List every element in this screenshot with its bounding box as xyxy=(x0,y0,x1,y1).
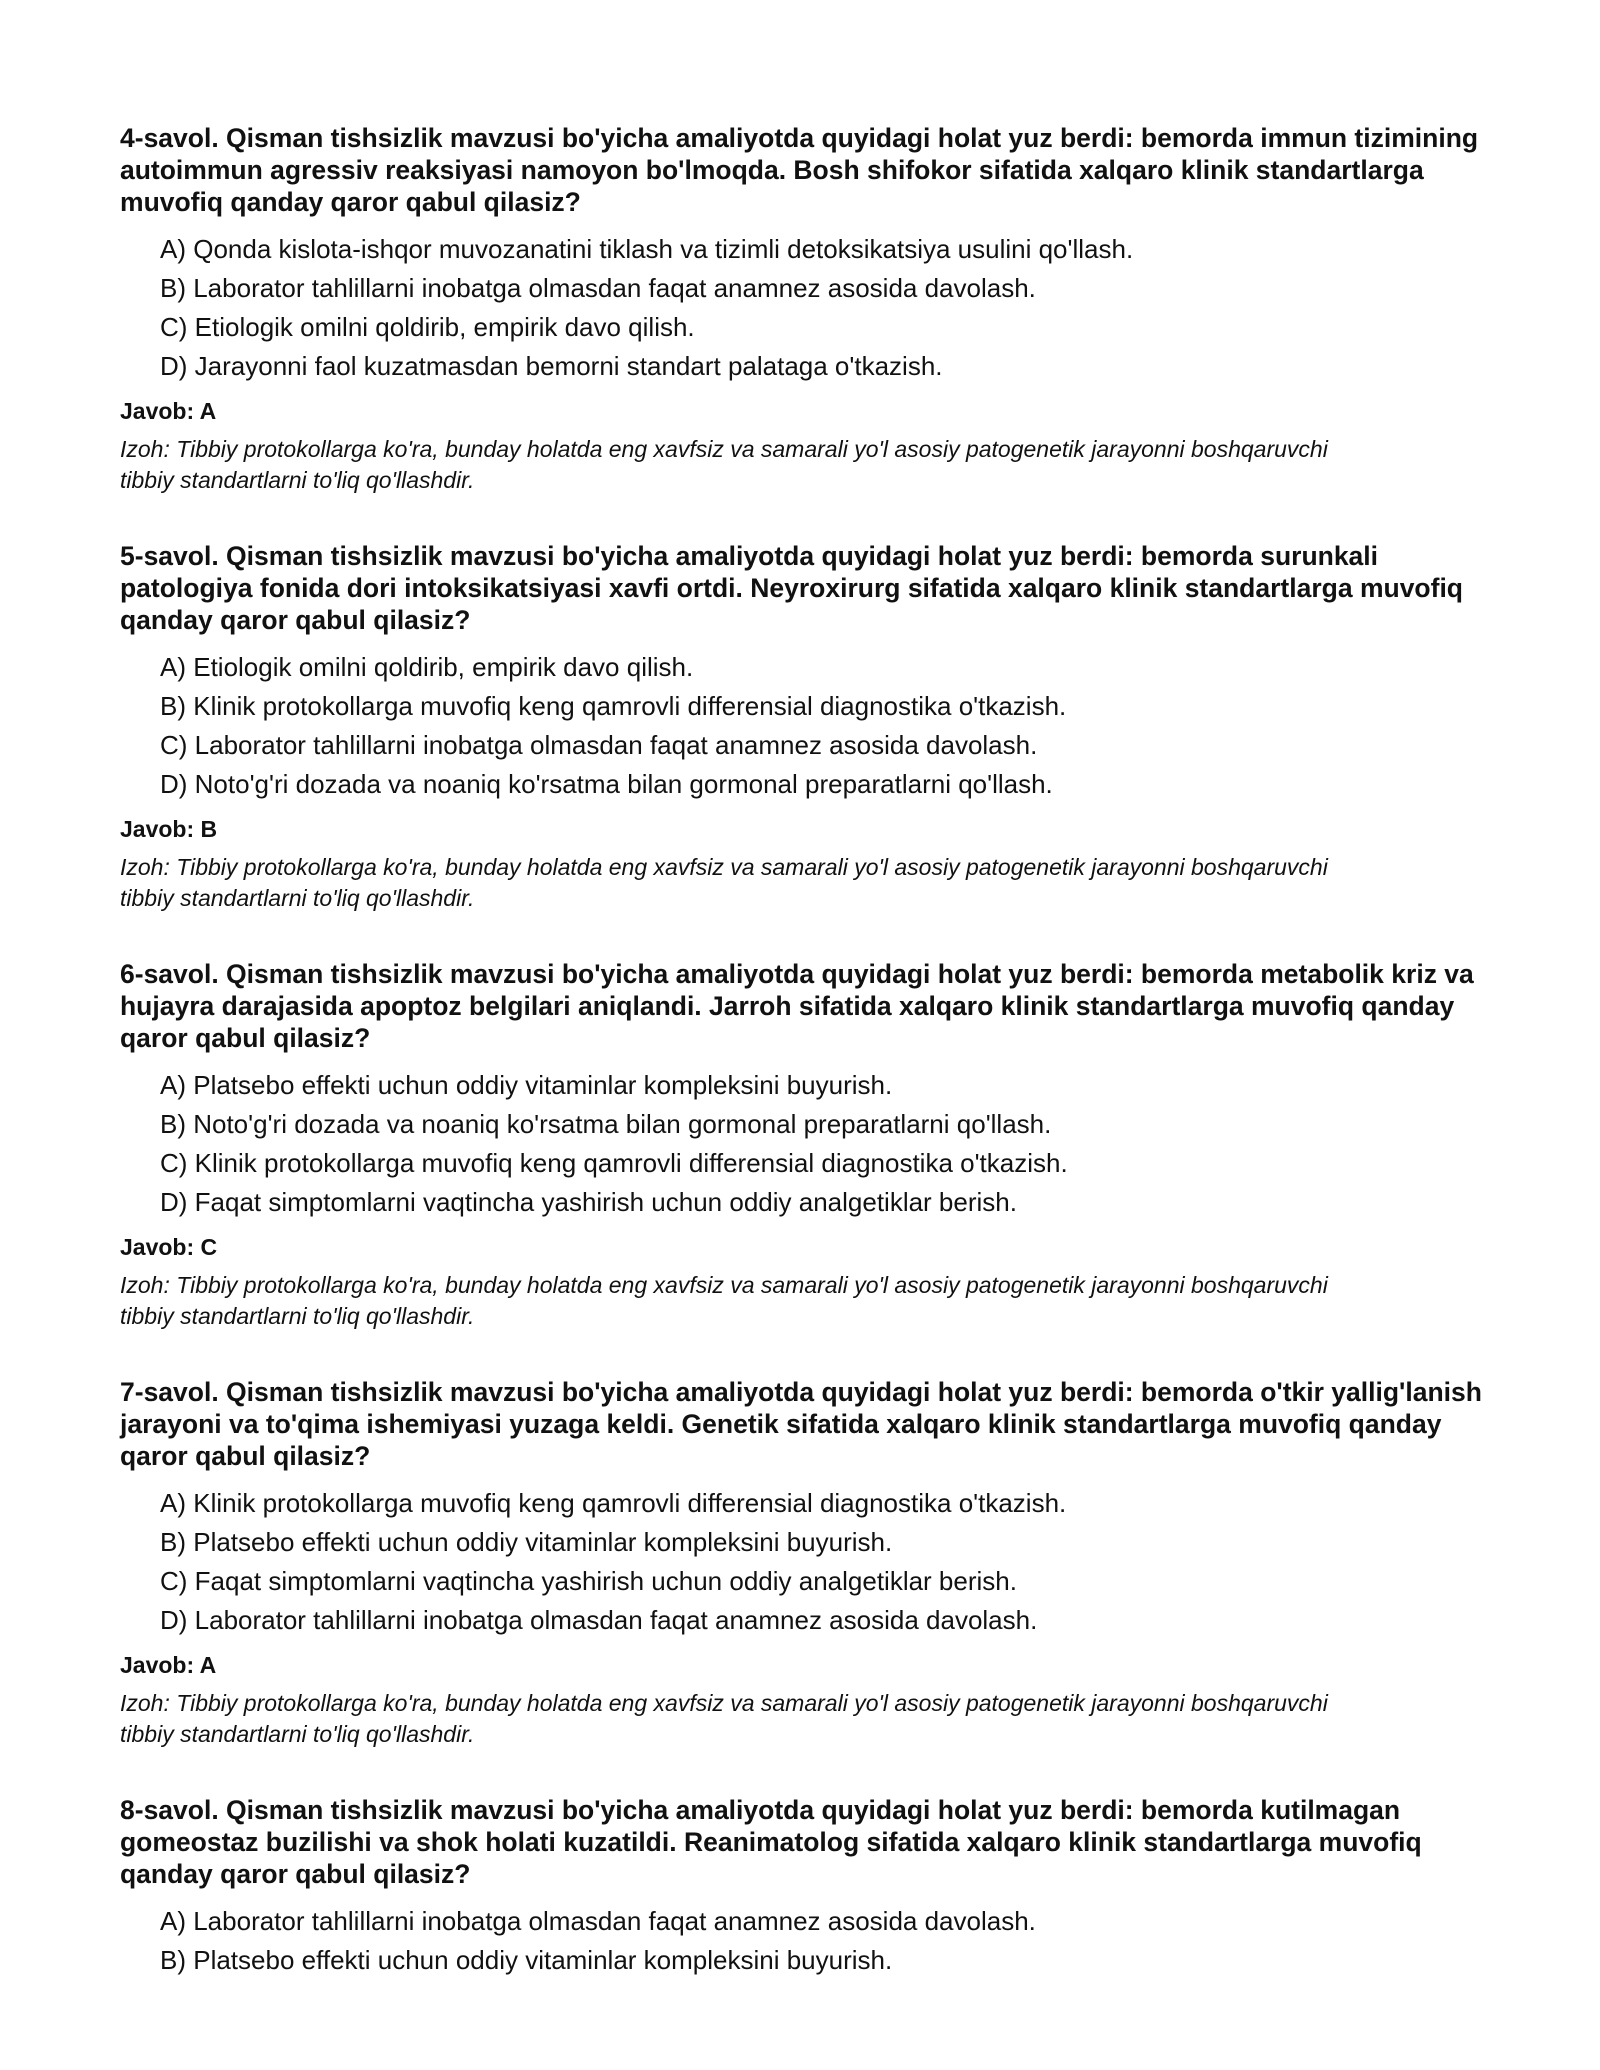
question-block xyxy=(120,1794,1490,1980)
answer-label: Javob: C xyxy=(120,1234,218,1260)
question-block xyxy=(120,540,1490,914)
option-list xyxy=(120,1484,1490,1640)
question-block xyxy=(120,958,1490,1332)
explanation-note: Izoh: Tibbiy protokollarga ko'ra, bunday holatda eng xavfsiz va samarali yo'l asosiy patogenetik jarayonni boshqaruvchi tibbiy standartlarni to'liq qo'llashdir. xyxy=(120,854,1328,911)
option-b: B) Klinik protokollarga muvofiq keng qamrovli differensial diagnostika o'tkazish. xyxy=(160,691,1067,721)
explanation-note: Izoh: Tibbiy protokollarga ko'ra, bunday holatda eng xavfsiz va samarali yo'l asosiy patogenetik jarayonni boshqaruvchi tibbiy standartlarni to'liq qo'llashdir. xyxy=(120,1690,1328,1747)
option-a: A) Platsebo effekti uchun oddiy vitaminlar kompleksini buyurish. xyxy=(160,1070,893,1100)
option-d: D) Laborator tahlillarni inobatga olmasdan faqat anamnez asosida davolash. xyxy=(160,1605,1038,1635)
option-list xyxy=(120,230,1490,386)
option-c: C) Etiologik omilni qoldirib, empirik davo qilish. xyxy=(160,312,695,342)
document-page xyxy=(120,122,1490,1980)
option-d: D) Noto'g'ri dozada va noaniq ko'rsatma bilan gormonal preparatlarni qo'llash. xyxy=(160,769,1053,799)
question-title: 4-savol. Qisman tishsizlik mavzusi bo'yicha amaliyotda quyidagi holat yuz berdi: bemorda immun tizimining autoimmun agressiv reaksiyasi namoyon bo'lmoqda. Bosh shifokor sifatida xalqaro klinik standartlarga muvofiq qanday qaror qabul qilasiz? xyxy=(120,123,1479,217)
option-list xyxy=(120,648,1490,804)
option-c: C) Klinik protokollarga muvofiq keng qamrovli differensial diagnostika o'tkazish. xyxy=(160,1148,1068,1178)
question-title: 7-savol. Qisman tishsizlik mavzusi bo'yicha amaliyotda quyidagi holat yuz berdi: bemorda o'tkir yallig'lanish jarayoni va to'qima ishemiyasi yuzaga keldi. Genetik sifatida xalqaro klinik standartlarga muvofiq qanday qaror qabul qilasiz? xyxy=(120,1377,1482,1471)
option-b: B) Laborator tahlillarni inobatga olmasdan faqat anamnez asosida davolash. xyxy=(160,273,1036,303)
option-c: C) Laborator tahlillarni inobatga olmasdan faqat anamnez asosida davolash. xyxy=(160,730,1038,760)
answer-label: Javob: B xyxy=(120,816,218,842)
question-title: 6-savol. Qisman tishsizlik mavzusi bo'yicha amaliyotda quyidagi holat yuz berdi: bemorda metabolik kriz va hujayra darajasida apoptoz belgilari aniqlandi. Jarroh sifatida xalqaro klinik standartlarga muvofiq qanday qaror qabul qilasiz? xyxy=(120,959,1474,1053)
explanation-note: Izoh: Tibbiy protokollarga ko'ra, bunday holatda eng xavfsiz va samarali yo'l asosiy patogenetik jarayonni boshqaruvchi tibbiy standartlarni to'liq qo'llashdir. xyxy=(120,436,1328,493)
option-a: A) Laborator tahlillarni inobatga olmasdan faqat anamnez asosida davolash. xyxy=(160,1906,1036,1936)
option-b: B) Platsebo effekti uchun oddiy vitaminlar kompleksini buyurish. xyxy=(160,1527,893,1557)
question-title: 8-savol. Qisman tishsizlik mavzusi bo'yicha amaliyotda quyidagi holat yuz berdi: bemorda kutilmagan gomeostaz buzilishi va shok holati kuzatildi. Reanimatolog sifatida xalqaro klinik standartlarga muvofiq qanday qaror qabul qilasiz? xyxy=(120,1795,1422,1889)
option-c: C) Faqat simptomlarni vaqtincha yashirish uchun oddiy analgetiklar berish. xyxy=(160,1566,1017,1596)
option-a: A) Qonda kislota-ishqor muvozanatini tiklash va tizimli detoksikatsiya usulini qo'llash. xyxy=(160,234,1134,264)
option-a: A) Etiologik omilni qoldirib, empirik davo qilish. xyxy=(160,652,694,682)
option-a: A) Klinik protokollarga muvofiq keng qamrovli differensial diagnostika o'tkazish. xyxy=(160,1488,1067,1518)
option-d: D) Jarayonni faol kuzatmasdan bemorni standart palataga o'tkazish. xyxy=(160,351,943,381)
answer-label: Javob: A xyxy=(120,1652,217,1678)
question-block xyxy=(120,122,1490,496)
option-list xyxy=(120,1066,1490,1222)
option-b: B) Noto'g'ri dozada va noaniq ko'rsatma bilan gormonal preparatlarni qo'llash. xyxy=(160,1109,1052,1139)
question-block xyxy=(120,1376,1490,1750)
option-list xyxy=(120,1902,1490,1980)
option-b: B) Platsebo effekti uchun oddiy vitaminlar kompleksini buyurish. xyxy=(160,1945,893,1975)
option-d: D) Faqat simptomlarni vaqtincha yashirish uchun oddiy analgetiklar berish. xyxy=(160,1187,1017,1217)
question-title: 5-savol. Qisman tishsizlik mavzusi bo'yicha amaliyotda quyidagi holat yuz berdi: bemorda surunkali patologiya fonida dori intoksikatsiyasi xavfi ortdi. Neyroxirurg sifatida xalqaro klinik standartlarga muvofiq qanday qaror qabul qilasiz? xyxy=(120,541,1463,635)
explanation-note: Izoh: Tibbiy protokollarga ko'ra, bunday holatda eng xavfsiz va samarali yo'l asosiy patogenetik jarayonni boshqaruvchi tibbiy standartlarni to'liq qo'llashdir. xyxy=(120,1272,1328,1329)
answer-label: Javob: A xyxy=(120,398,217,424)
